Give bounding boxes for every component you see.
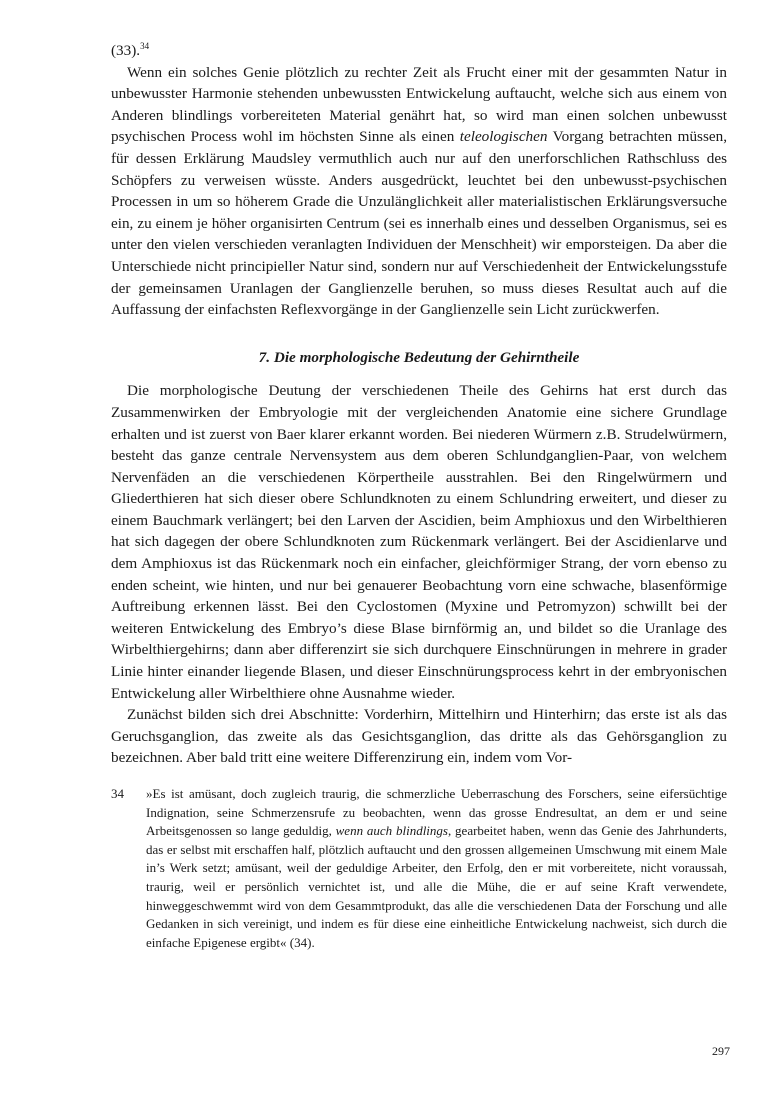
footnote [111, 785, 727, 952]
paragraph-1-part-b: Vorgang betrachten müssen, für dessen Erklärung Maudsley vermuthlich auch nur auf den unerforschlichen Rathschluss des Schöpfers zu verweisen wüsste. Anders ausgedrückt, leuchtet bei den unbewusst-psychischen Processen in um so höherem Grade die Unzulänglichkeit aller materialistischen Erklärungsversuche ein, zu einem je höher organisirten Centrum (sei es innerhalb eines und desselben Organismus, sei es unter den vielen verschieden veranlagten Individuen der Menschheit) wir emporsteigen. Da aber die Unterschiede nicht principieller Natur sind, sondern nur auf Verschiedenheit der Entwickelungsstufe der gemeinsamen Uranlagen der Ganglienzelle beruhen, so muss dieses Resultat auch auf die Auffassung der einfachsten Reflexvorgänge in der Ganglienzelle sein Licht zurückwerfen. [111, 128, 727, 319]
footnote-number: 34 [111, 786, 124, 801]
paragraph-3: Zunächst bilden sich drei Abschnitte: Vorderhirn, Mittelhirn und Hinterhirn; das erste ist als das Geruchsganglion, das zweite als das Gesichtsganglion, das dritte als das Gehörsganglion zu bezeichnen. Aber bald tritt eine weitere Differenzirung ein, indem vom Vor- [111, 706, 727, 767]
footnote-ref[interactable]: 34 [140, 41, 150, 51]
paragraph-1-part-a: Wenn ein solches Genie plötzlich zu rechter Zeit als Frucht einer mit der gesammten Natur in unbewusster Harmonie stehenden unbewussten Entwickelung auftaucht, welche sich aus einem von Anderen blindlings vorbereiteten Material genährt hat, so wird man einen solchen unbewusst psychischen Process wohl im höchsten Sinne als einen [111, 63, 727, 146]
footnote-part-b: , gearbeitet haben, wenn das Genie des Jahrhunderts, das er selbst mit erschaffen half, plötzlich auftaucht und den grossen allgemeinen Umschwung mit einem Male in’s Werk setzt; amüsant, weil der geduldige Arbeiter, den Erfolg, den er mit vorbereitete, nicht voraussah, traurig, weil er persönlich vernichtet ist, und alle die Mühe, die er auf seine Kraft verwendete, hinweggeschwemmt wird von dem Gesammtprodukt, das alle die verschiedenen Data der Forschung und alle Gedanken in sich vereinigt, und indem es für diese eine einheitliche Entwickelung nachweist, sich durch die einfache Epigenese ergibt« (34). [146, 823, 727, 950]
page-number: 297 [712, 1044, 730, 1058]
footnote-text [146, 785, 727, 952]
footnote-part-a: »Es ist amüsant, doch zugleich traurig, die schmerzliche Ueberraschung des Forschers, seine eifersüchtige Indignation, seine Schmerzensrufe zu beobachten, wenn das grosse Endresultat, an dem er und seine Arbeitsgenossen so lange geduldig, [146, 786, 727, 839]
paragraph-2: Die morphologische Deutung der verschiedenen Theile des Gehirns hat erst durch das Zusammenwirken der Embryologie mit der vergleichenden Anatomie eine sichere Grundlage erhalten und ist zuerst von Baer klarer erkannt worden. Bei niederen Würmern z.B. Strudelwürmern, besteht das ganze centrale Nervensystem aus dem oberen Schlundganglien-Paar, von welchem Nervenfäden an die verschiedenen Körpertheile ausstrahlen. Bei den Ringelwürmern und Gliederthieren hat sich dieser obere Schlundknoten zu einem Schlundring erweitert, und dieser zu einem Bauchmark verlängert; bei den Larven der Ascidien, beim Amphioxus und den Wirbelthieren hat sich dagegen der obere Schlundknoten zum Rückenmark verlängert. Bei der Ascidienlarve und dem Amphioxus ist das Rückenmark noch ein einfacher, gleichförmiger Strang, der vorn ebenso zu enden scheint, wie hinten, und nur bei genauerer Beobachtung vorn eine schwache, blasenförmige Auftreibung erkennen lässt. Bei den Cyclostomen (Myxine und Petromyzon) schwillt bei der weiteren Entwickelung des Embryo’s diese Blase birnförmig an, und bildet so die Uranlage des Wirbelthiergehirns; dann aber differenzirt sie sich durchquere Einschnürungen in mehrere in grader Linie hinter einander liegende Blasen, und dieser Einschnürungsprocess kehrt in der embryonischen Entwickelung aller Wirbelthiere ohne Ausnahme wieder. [111, 382, 727, 702]
section-heading: 7. Die morphologische Bedeutung der Gehirntheile [258, 348, 580, 366]
citation-text: (33). [111, 42, 141, 59]
footnote-emphasis: wenn auch blindlings [335, 823, 448, 839]
continuation-line [111, 40, 727, 62]
page-body [111, 40, 727, 952]
paragraph-1 [111, 62, 727, 321]
paragraph-1-emphasis: teleologischen [459, 128, 548, 146]
